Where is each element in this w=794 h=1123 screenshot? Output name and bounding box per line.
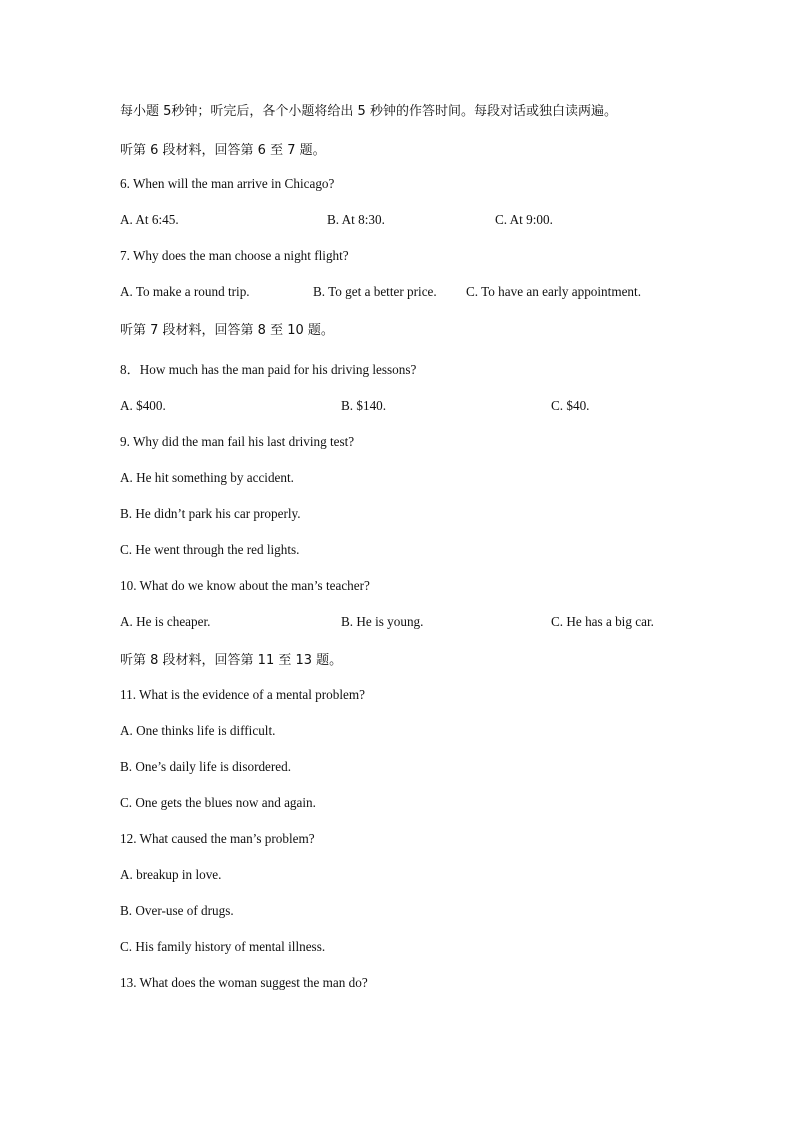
question-12: 12. What caused the man’s problem? [120, 831, 315, 846]
option-6c: C. At 9:00. [495, 212, 553, 227]
option-10b: B. He is young. [341, 614, 424, 629]
question-6: 6. When will the man arrive in Chicago? [120, 176, 335, 191]
option-9b: B. He didn’t park his car properly. [120, 506, 301, 521]
question-13: 13. What does the woman suggest the man do? [120, 975, 368, 990]
option-11b: B. One’s daily life is disordered. [120, 759, 292, 774]
question-8: 8．How much has the man paid for his driving lessons? [120, 362, 417, 377]
option-12a: A. breakup in love. [120, 867, 222, 882]
option-12c: C. His family history of mental illness. [120, 939, 326, 954]
question-9: 9. Why did the man fail his last driving test? [120, 434, 355, 449]
question-7: 7. Why does the man choose a night flight? [120, 248, 349, 263]
question-10: 10. What do we know about the man’s teacher? [120, 578, 370, 593]
option-6b: B. At 8:30. [327, 212, 385, 227]
section-heading-8: 听第 8 段材料，回答第 11 至 13 题。 [120, 653, 343, 668]
option-11a: A. One thinks life is difficult. [120, 723, 276, 738]
option-8b: B. $140. [341, 398, 387, 413]
option-8c: C. $40. [551, 398, 590, 413]
option-7a: A. To make a round trip. [120, 284, 250, 299]
section-heading-6: 听第 6 段材料，回答第 6 至 7 题。 [120, 143, 326, 158]
option-10c: C. He has a big car. [551, 614, 654, 629]
option-8a: A. $400. [120, 398, 166, 413]
option-7c: C. To have an early appointment. [466, 284, 641, 299]
option-9a: A. He hit something by accident. [120, 470, 294, 485]
option-6a: A. At 6:45. [120, 212, 179, 227]
option-11c: C. One gets the blues now and again. [120, 795, 316, 810]
option-9c: C. He went through the red lights. [120, 542, 300, 557]
listening-instruction: 每小题 5秒钟；听完后，各个小题将给出 5 秒钟的作答时间。每段对话或独白读两遍。 [120, 104, 617, 119]
option-10a: A. He is cheaper. [120, 614, 211, 629]
question-11: 11. What is the evidence of a mental problem? [120, 687, 365, 702]
option-7b: B. To get a better price. [313, 284, 437, 299]
section-heading-7: 听第 7 段材料，回答第 8 至 10 题。 [120, 323, 334, 338]
option-12b: B. Over-use of drugs. [120, 903, 234, 918]
